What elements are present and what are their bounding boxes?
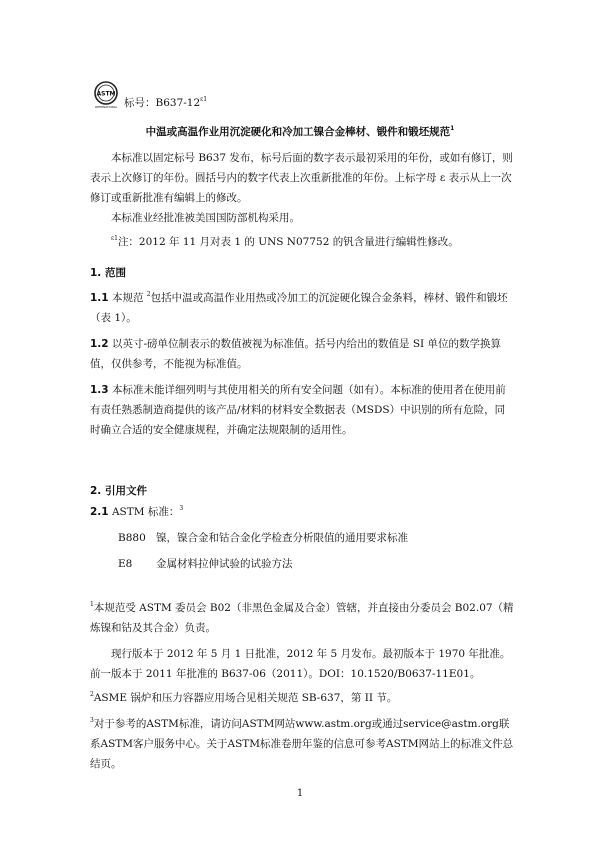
page-number: 1 (296, 788, 304, 799)
section-1-heading: 1. 范围 (90, 267, 126, 279)
clause-1-2: 1.2 以英寸-磅单位制表示的数值被视为标准值。括号内给出的数值是 SI 单位的数学换算值，仅供参考，不能视为标准值。 (90, 338, 502, 370)
clause-1-1: 1.1 本规范 $^2$包括中温或高温作业用热或冷加工的沉淀硬化镍合金条料，棒材、锻件和锻坯（表 1）。 (90, 291, 508, 324)
adoption-paragraph: 本标准业经批准被美国国防部机构采用。 (111, 212, 300, 224)
clause-1-3: 1.3 本标准未能详细列明与其使用相关的所有安全问题（如有）。本标准的使用者在使用前有责任熟悉制造商提供的该产品/材料的材料安全数据表（MSDS）中识别的所有危险，同时确立合适的安全健康规程，并确定法规限制的适用性。 (90, 384, 506, 436)
section-2-heading: 2. 引用文件 (90, 485, 147, 497)
logo-text: ASTM (96, 90, 116, 98)
reference-item: B880 镍，镍合金和钴合金化学检查分析限值的通用要求标准 (118, 532, 408, 544)
footnote-1: $^1$本规范受 ASTM 委员会 B02（非黑色金属及合金）管辖，并直接由分委员会 B02.07（精炼镍和钴及其合金）负责。 (90, 601, 514, 634)
document-title: 中温或高温作业用沉淀硬化和冷加工镍合金棒材、锻件和锻坯规范$^1$ (145, 125, 455, 138)
footnote-2: $^2$ASME 锅炉和压力容器应用场合见相关规范 SB-637，第 II 节。 (90, 691, 398, 704)
footnote-3: $^3$对于参考的ASTM标准，请访问ASTM网站www.astm.org或通过service@astm.org联系ASTM客户服务中心。关于ASTM标准卷册年鉴的信息可参考ASTM网站上的标准文件总结页。 (90, 717, 514, 770)
clause-2-1: 2.1 ASTM 标准：$^3$ (90, 505, 184, 518)
astm-logo-icon (92, 80, 120, 110)
reference-item: E8 金属材料拉伸试验的试验方法 (118, 558, 293, 570)
intro-paragraph: 本标准以固定标号 B637 发布，标号后面的数字表示最初采用的年份，或如有修订，则表示上次修订的年份。圆括号内的数字代表上次重新批准的年份。上标字母 ε 表示从上一次修订或重新批准有编辑上的修改。 (90, 152, 513, 204)
editorial-note: $^{\varepsilon 1}$注：2012 年 11 月对表 1 的 UNS N07752 的钒含量进行编辑性修改。 (111, 235, 459, 248)
logo-subtext: INTERNATIONAL (94, 105, 118, 109)
footnote-1-history: 现行版本于 2012 年 5 月 1 日批准，2012 年 5 月发布。最初版本于 1970 年批准。前一版本于 2011 年批准的 B637-06（2011）。DOI：10.1520/B0637-11E01。 (90, 648, 511, 680)
standard-number: 标号：$B637-12^{\varepsilon 1}$ (124, 96, 208, 109)
